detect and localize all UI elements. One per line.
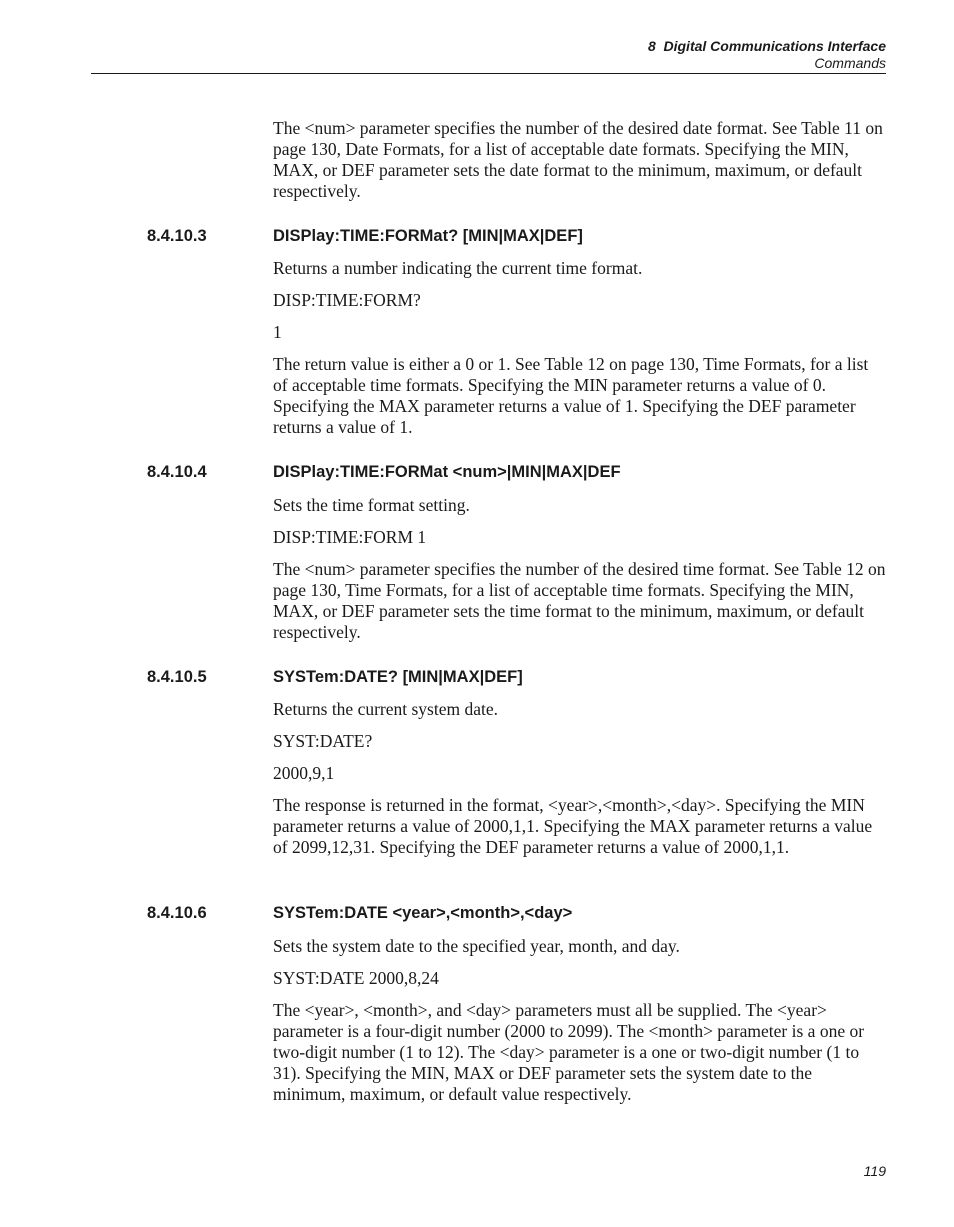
command-example: DISP:TIME:FORM? — [273, 290, 421, 310]
section-heading-8-4-10-4 — [147, 462, 621, 482]
section-heading-8-4-10-3 — [147, 226, 583, 246]
command-notes: The response is returned in the format, <year>,<month>,<day>. Specifying the MIN parameter returns a value of 2000,1,1. Specifying the MAX parameter returns a value of 2099,12,31. Specifying the DEF parameter returns a value of 2000,1,1. — [273, 795, 873, 857]
section-number: 8.4.10.6 — [147, 904, 207, 922]
section-number: 8.4.10.4 — [147, 463, 207, 481]
section-heading-8-4-10-6 — [147, 903, 572, 923]
section-title: Commands — [814, 55, 886, 71]
chapter-title: 8 Digital Communications Interface — [647, 38, 886, 54]
command-example: SYST:DATE 2000,8,24 — [273, 968, 439, 988]
section-number: 8.4.10.3 — [147, 227, 207, 245]
command-example: SYST:DATE? — [273, 731, 373, 751]
running-header — [648, 38, 886, 72]
intro-paragraph: The <num> parameter specifies the number of the desired date format. See Table 11 on page 130, Date Formats, for a list of acceptable date formats. Specifying the MIN, MAX, or DEF parameter sets the date format to the minimum, maximum, or default respectively. — [273, 118, 883, 201]
command-response: 2000,9,1 — [273, 763, 335, 783]
command-notes: The <year>, <month>, and <day> parameters must all be supplied. The <year> parameter is a four-digit number (2000 to 2099). The <month> parameter is a one or two-digit number (1 to 12). The <day> parameter is a one or two-digit number (1 to 31). Specifying the MIN, MAX or DEF parameter sets the system date to the minimum, maximum, or default value respectively. — [273, 1000, 865, 1104]
section-number: 8.4.10.5 — [147, 668, 207, 686]
command-description: Sets the system date to the specified year, month, and day. — [273, 936, 680, 956]
section-title: SYSTem:DATE <year>,<month>,<day> — [273, 904, 573, 922]
command-notes: The return value is either a 0 or 1. See Table 12 on page 130, Time Formats, for a list of acceptable time formats. Specifying the MIN parameter returns a value of 0. Specifying the MAX parameter returns a value of 1. Specifying the DEF parameter returns a value of 1. — [273, 354, 869, 437]
command-description: Sets the time format setting. — [273, 495, 470, 515]
command-description: Returns the current system date. — [273, 699, 499, 719]
section-title: DISPlay:TIME:FORMat <num>|MIN|MAX|DEF — [273, 463, 621, 481]
header-rule — [91, 73, 886, 74]
section-title: SYSTem:DATE? [MIN|MAX|DEF] — [273, 668, 523, 686]
command-notes: The <num> parameter specifies the number of the desired time format. See Table 12 on page 130, Time Formats, for a list of acceptable time formats. Specifying the MIN, MAX, or DEF parameter sets the time format to the minimum, maximum, or default respectively. — [273, 559, 886, 642]
command-response: 1 — [273, 322, 282, 342]
command-description: Returns a number indicating the current time format. — [273, 258, 643, 278]
command-example: DISP:TIME:FORM 1 — [273, 527, 427, 547]
section-heading-8-4-10-5 — [147, 667, 523, 687]
page-number: 119 — [863, 1163, 886, 1179]
section-title: DISPlay:TIME:FORMat? [MIN|MAX|DEF] — [273, 227, 583, 245]
